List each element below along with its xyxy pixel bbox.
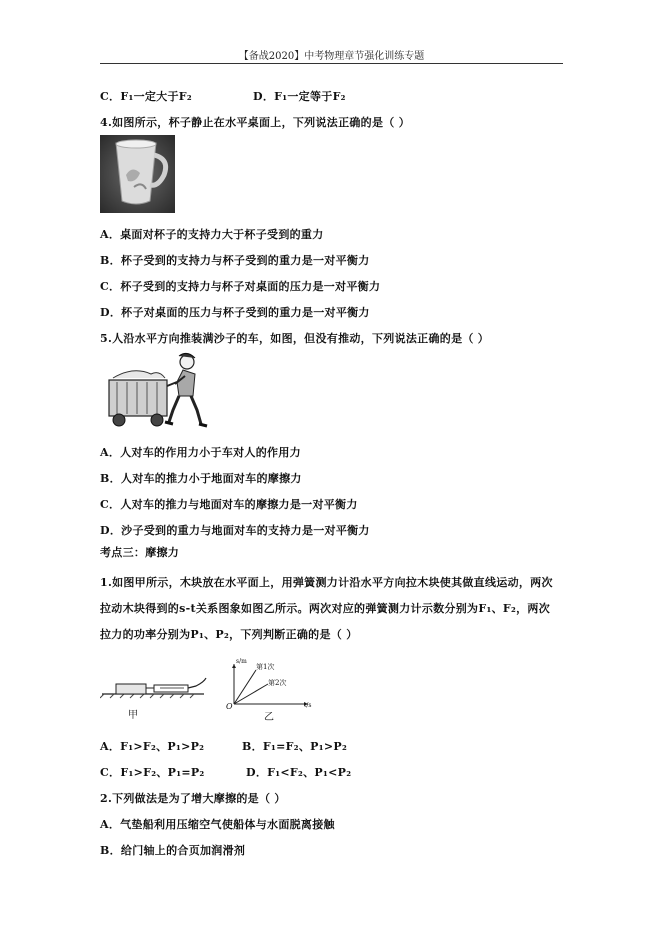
q5-option-c: C．人对车的推力与地面对车的摩擦力是一对平衡力 [100,498,358,511]
graph-y-axis-label: s/m [236,658,247,665]
page-header: 【备战2020】中考物理章节强化训练专题 [238,51,425,62]
header-rule [100,63,563,64]
q5-option-b: B．人对车的推力小于地面对车的摩擦力 [100,472,302,485]
graph-x-axis-label: t/s [304,702,312,709]
q4-option-d: D．杯子对桌面的压力与杯子受到的重力是一对平衡力 [100,306,370,319]
q4-option-a: A．桌面对杯子的支持力大于杯子受到的重力 [100,228,324,241]
s3q1-option-d: D．F₁<F₂、P₁<P₂ [246,766,352,779]
figure-yi-label: 乙 [264,712,274,723]
s3q2-stem: 2.下列做法是为了增大摩擦的是（ ） [100,792,286,805]
q3-options-row [100,88,346,104]
s3q2-option-a: A．气垫船利用压缩空气使船体与水面脱离接触 [100,818,335,831]
graph-line1-label: 第1次 [256,663,275,671]
s3q1-stem-line2: 拉动木块得到的s-t关系图象如图乙所示。两次对应的弹簧测力计示数分别为F₁、F₂，两次 [100,602,550,615]
s3q1-stem-line1: 1.如图甲所示，木块放在水平面上，用弹簧测力计沿水平方向拉木块使其做直线运动，两次 [100,576,553,589]
s3q1-options-row1 [100,738,348,754]
q3-option-c: C．F₁一定大于F₂ [100,90,193,103]
s3q1-option-b: B．F₁=F₂、P₁>P₂ [242,740,348,753]
s3q1-stem-line3: 拉力的功率分别为P₁、P₂，下列判断正确的是（ ） [100,628,358,641]
s3q1-option-a: A．F₁>F₂、P₁>P₂ [100,740,205,753]
figure-yi-graph [224,660,314,724]
section-title: 考点三：摩擦力 [100,546,180,559]
cart-push-illustration [103,352,213,430]
graph-origin-label: O [226,702,233,711]
cup-photo [100,135,175,213]
q5-stem: 5.人沿水平方向推装满沙子的车，如图，但没有推动，下列说法正确的是（ ） [100,332,490,345]
q4-option-b: B．杯子受到的支持力与杯子受到的重力是一对平衡力 [100,254,370,267]
q5-option-a: A．人对车的作用力小于车对人的作用力 [100,446,301,459]
s3q1-options-row2 [100,764,352,780]
q5-option-d: D．沙子受到的重力与地面对车的支持力是一对平衡力 [100,524,370,537]
s3q2-option-b: B．给门轴上的合页加润滑剂 [100,844,246,857]
q4-stem: 4.如图所示，杯子静止在水平桌面上，下列说法正确的是（ ） [100,116,411,129]
figure-jia-label: 甲 [128,710,138,721]
s3q1-option-c: C．F₁>F₂、P₁=P₂ [100,766,205,779]
graph-line2-label: 第2次 [268,679,287,687]
q4-option-c: C．杯子受到的支持力与杯子对桌面的压力是一对平衡力 [100,280,381,293]
figure-jia [100,668,210,720]
q3-option-d: D．F₁一定等于F₂ [253,90,346,103]
